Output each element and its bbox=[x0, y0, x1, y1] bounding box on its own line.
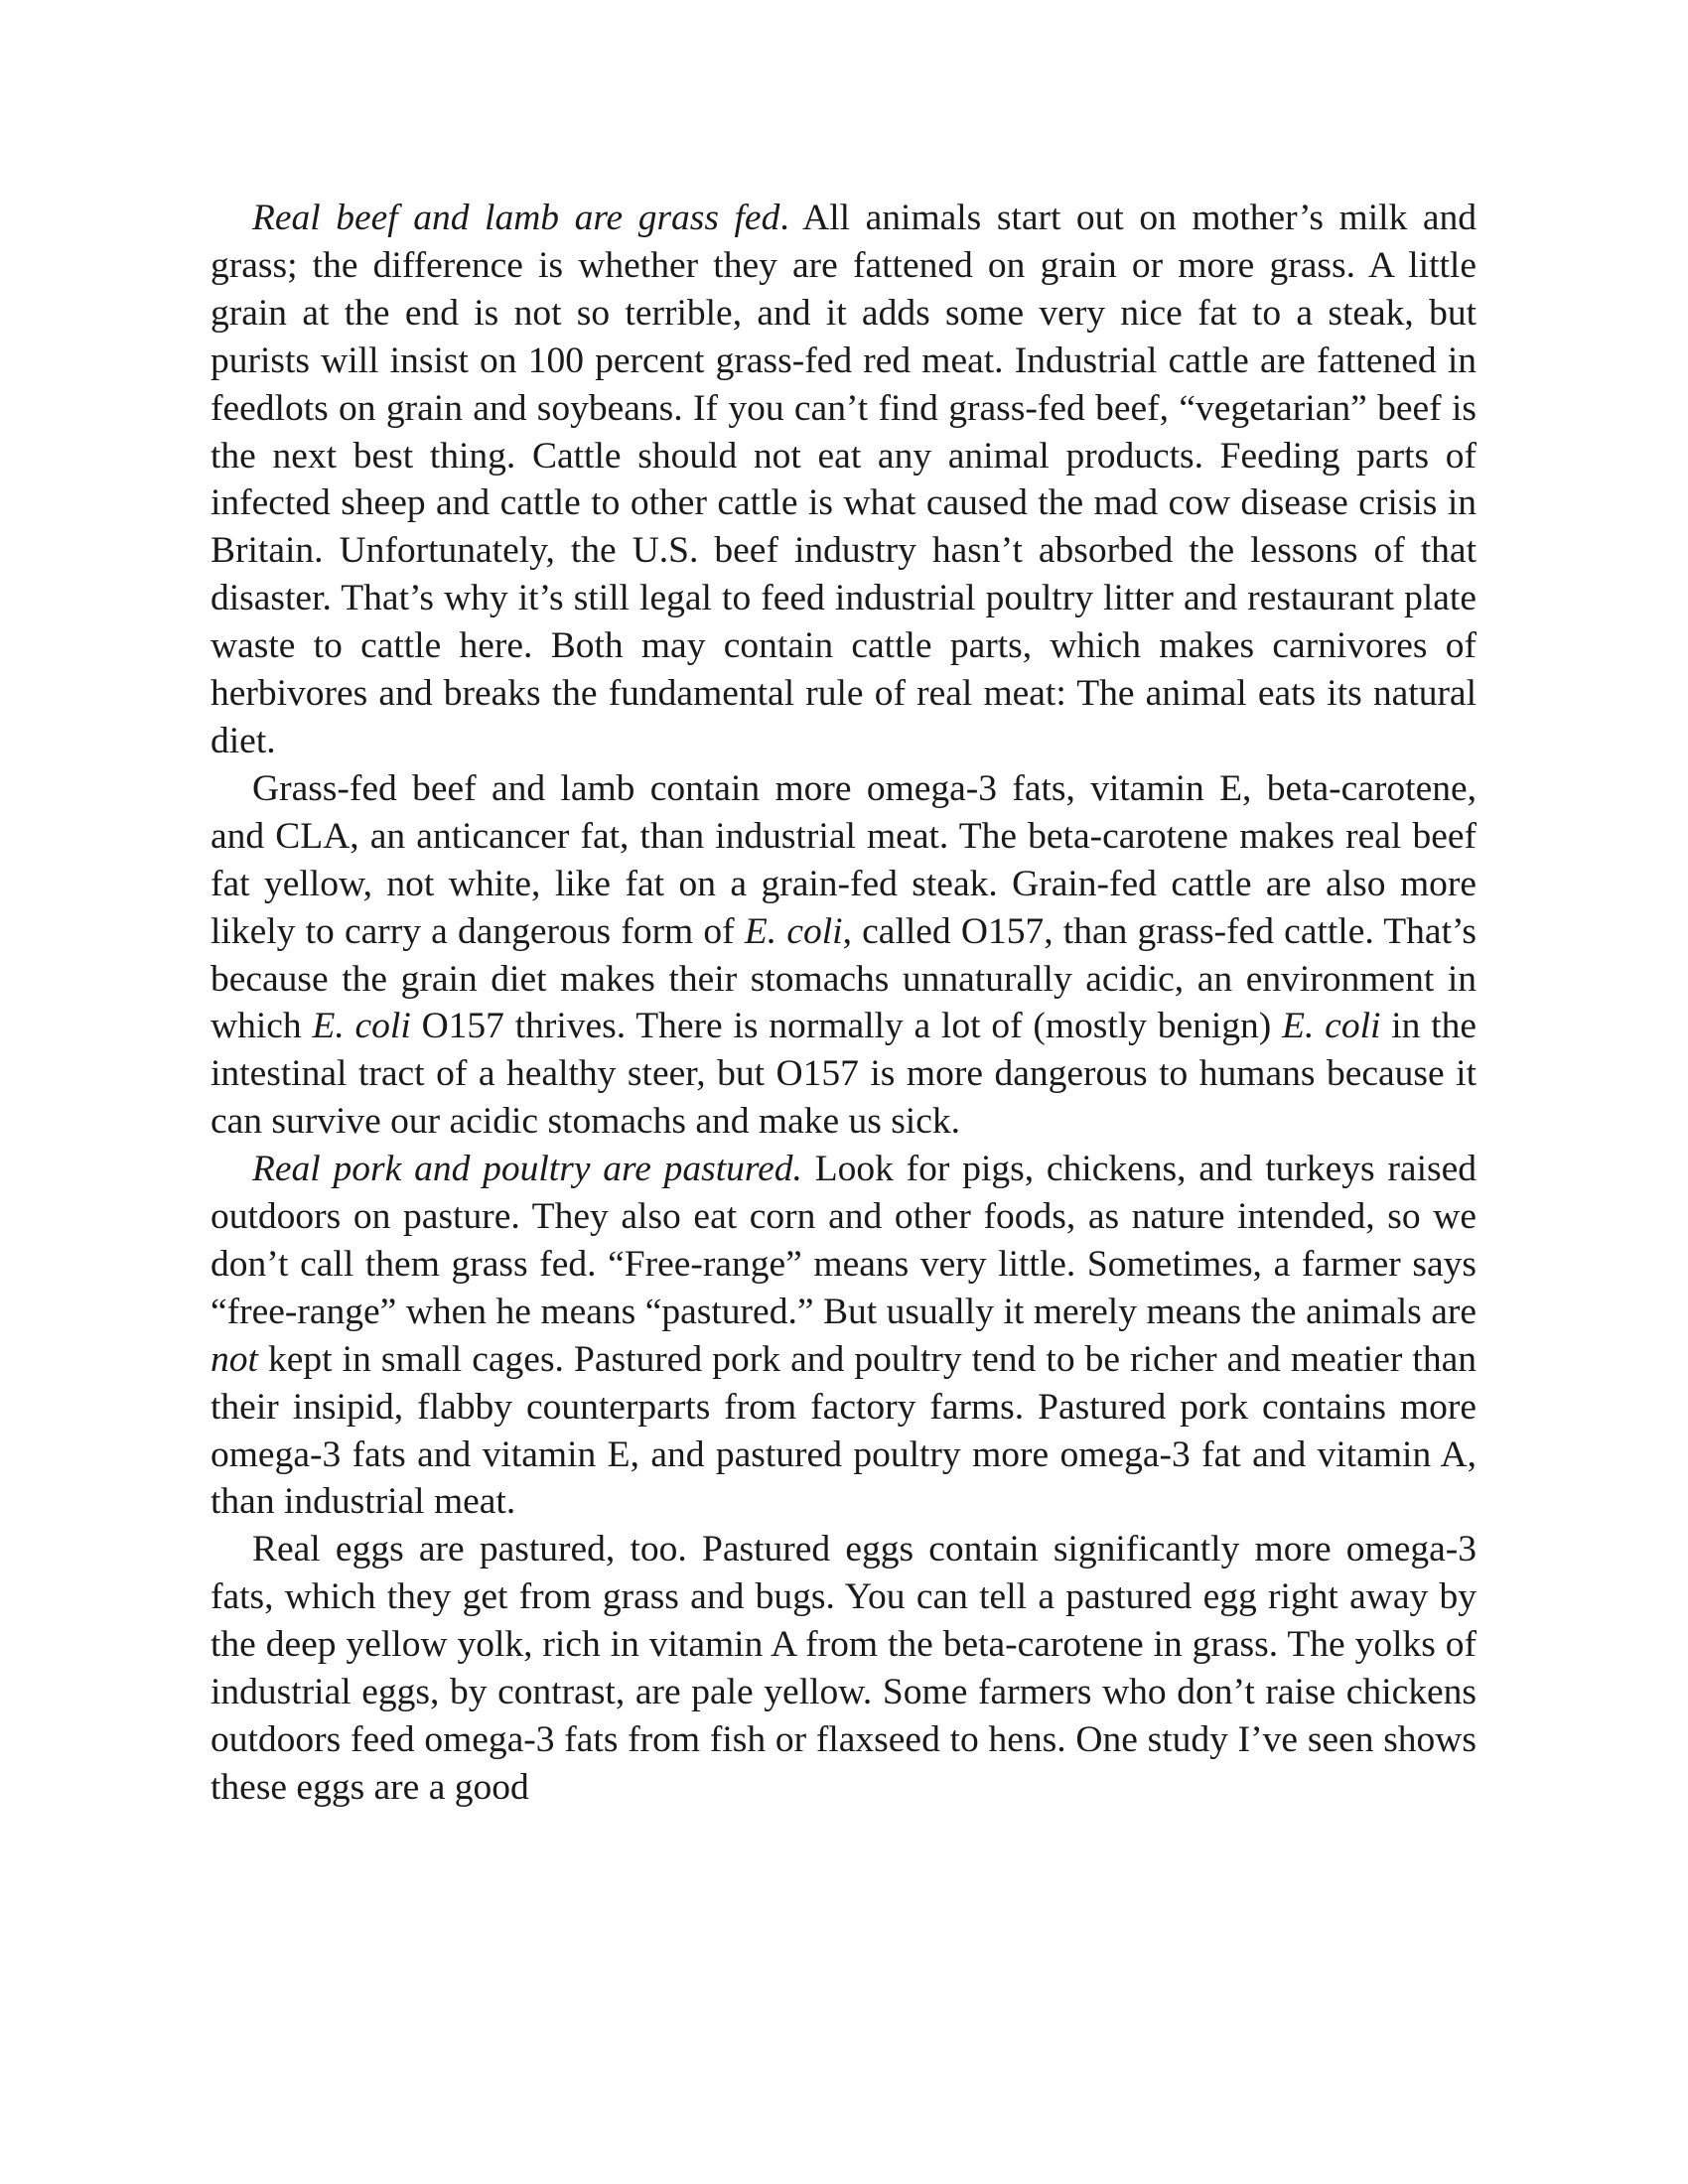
paragraph-text: Real eggs are pastured, too. Pastured eggs contain significantly more omega-3 fats, which they get from grass and bugs. You can tell a pastured egg right away by the deep yellow yolk, rich in vitamin A from the beta-carotene in grass. The yolks of industrial eggs, by contrast, are pale yellow. Some farmers who don’t raise chickens outdoors feed omega-3 fats from fish or flaxseed to hens. One study I’ve seen shows these eggs are a good bbox=[211, 1529, 1477, 1808]
paragraph-1 bbox=[211, 195, 1477, 765]
paragraph-text: kept in small cages. Pastured pork and poultry tend to be richer and meatier than their insipid, flabby counterparts from factory farms. Pastured pork contains more omega-3 fats and vitamin E, and pastured poultry more omega-3 fat and vitamin A, than industrial meat. bbox=[211, 1338, 1477, 1523]
italic-lead-in: Real beef and lamb are grass fed bbox=[252, 198, 780, 238]
paragraph-4 bbox=[211, 1526, 1477, 1811]
paragraph-text: O157 thrives. There is normally a lot of (mostly benign) bbox=[410, 1006, 1283, 1047]
document-page bbox=[211, 195, 1477, 1812]
italic-term: E. coli bbox=[744, 910, 843, 952]
paragraph-3 bbox=[211, 1146, 1477, 1526]
paragraph-text: in the intestinal tract of a healthy steer, but O157 is more dangerous to humans because it can survive our acidic stomachs and make us sick. bbox=[211, 1006, 1477, 1143]
paragraph-text: Grass-fed beef and lamb contain more omega-3 fats, vitamin E, beta-carotene, and CLA, an anticancer fat, than industrial meat. The beta-carotene makes real beef fat yellow, not white, like fat on a grain-fed steak. Grain-fed cattle are also more likely to carry a dangerous form of bbox=[211, 767, 1477, 952]
paragraph-text: Look for pigs, chickens, and turkeys raised outdoors on pasture. They also eat corn and other foods, as nature intended, so we don’t call them grass fed. “Free-range” means very little. Sometimes, a farmer says “free-range” when he means “pastured.” But usually it merely means the animals are bbox=[211, 1149, 1477, 1332]
italic-emphasis: not bbox=[211, 1338, 258, 1380]
paragraph-2 bbox=[211, 765, 1477, 1146]
italic-term: E. coli bbox=[1282, 1006, 1381, 1047]
paragraph-text: . All animals start out on mother’s milk and grass; the difference is whether they are fattened on grain or more grass. A little grain at the end is not so terrible, and it adds some very nice fat to a steak, but purists will insist on 100 percent grass-fed red meat. Industrial cattle are fattened in feedlots on grain and soybeans. If you can’t find grass-fed beef, “vegetarian” beef is the next best thing. Cattle should not eat any animal products. Feeding parts of infected sheep and cattle to other cattle is what caused the mad cow disease crisis in Britain. Unfortunately, the U.S. beef industry hasn’t absorbed the lessons of that disaster. That’s why it’s still legal to feed industrial poultry litter and restaurant plate waste to cattle here. Both may contain cattle parts, which makes carnivores of herbivores and breaks the fundamental rule of real meat: The animal eats its natural diet. bbox=[211, 198, 1477, 761]
italic-term: E. coli bbox=[312, 1006, 411, 1047]
italic-lead-in: Real pork and poultry are pastured. bbox=[252, 1149, 802, 1190]
paragraph-text: , called O157, than grass-fed cattle. That’s because the grain diet makes their stomachs unnaturally acidic, an environment in which bbox=[211, 910, 1477, 1047]
